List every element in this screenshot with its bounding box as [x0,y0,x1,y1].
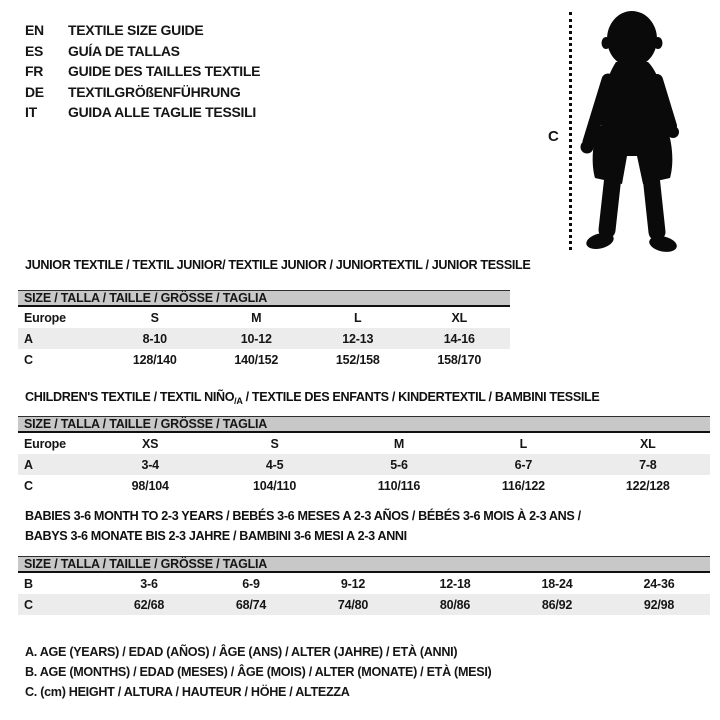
legend-footnotes [25,642,491,702]
table-row-europe [18,307,510,328]
age-cell: 14-16 [443,331,475,346]
size-header-band [18,290,510,307]
lang-row-it [25,102,260,123]
footnote-b: B. AGE (MONTHS) / EDAD (MESES) / ÂGE (MOIS) / ALTER (MONATE) / ETÀ (MESI) [25,665,492,679]
height-cell: 80/86 [439,597,471,612]
age-cell: 6-7 [514,457,533,472]
age-cell: 6-9 [242,576,260,591]
height-cell: 92/98 [643,597,675,612]
age-cell: 9-12 [340,576,366,591]
lang-title: TEXTILE SIZE GUIDE [68,22,204,39]
table-row-europe [18,433,710,454]
lang-code: FR [25,63,44,80]
age-cell: 8-10 [142,331,167,346]
height-cell: 104/110 [253,478,297,493]
size-header-band [18,556,710,573]
height-cell: 68/74 [235,597,267,612]
height-cell: 74/80 [337,597,369,612]
size-header-text: SIZE / TALLA / TAILLE / GRÖSSE / TAGLIA [24,291,268,305]
height-cell: 140/152 [234,352,279,367]
heading-line-1: BABIES 3-6 MONTH TO 2-3 YEARS / BEBÉS 3-6 MESES A 2-3 AÑOS / BÉBÉS 3-6 MOIS À 2-3 ANS / [25,509,581,523]
lang-row-es [25,41,260,62]
row-label: Europe [24,436,66,451]
size-cell: L [354,310,362,325]
height-cell: 110/116 [377,478,421,493]
age-cell: 4-5 [265,457,284,472]
age-cell: 12-18 [439,576,471,591]
table-row-height [18,349,510,370]
age-cell: 5-6 [390,457,408,472]
height-cell: 158/170 [437,352,482,367]
height-cell: 98/104 [131,478,169,493]
lang-row-fr [25,61,260,82]
lang-title: GUÍA DE TALLAS [68,42,180,59]
lang-code: EN [25,22,44,39]
size-cell: S [150,310,159,325]
lang-code: IT [25,104,37,121]
lang-row-en [25,20,260,41]
lang-code: DE [25,83,44,100]
size-cell: M [251,310,262,325]
row-label: A [24,457,33,472]
lang-row-de [25,82,260,103]
height-cell: 152/158 [335,352,380,367]
table-row-age-months [18,573,710,594]
row-label: Europe [24,310,66,325]
age-cell: 10-12 [240,331,272,346]
heading-subscript: /A [234,396,243,406]
age-cell: 18-24 [541,576,573,591]
height-cell: 86/92 [541,597,573,612]
babies-size-table [18,556,710,615]
age-cell: 3-4 [141,457,159,472]
size-header-band [18,416,710,433]
footnote-a: A. AGE (YEARS) / EDAD (AÑOS) / ÂGE (ANS) / ALTER (JAHRE) / ETÀ (ANNI) [25,645,458,659]
lang-title: TEXTILGRÖßENFÜHRUNG [68,83,241,100]
table-row-age [18,454,710,475]
lang-code: ES [25,42,44,59]
age-cell: 3-6 [140,576,158,591]
age-cell: 24-36 [643,576,675,591]
junior-section-heading: JUNIOR TEXTILE / TEXTIL JUNIOR/ TEXTILE JUNIOR / JUNIORTEXTIL / JUNIOR TESSILE [25,258,531,272]
height-measure-dotted-line [569,12,572,250]
table-row-height [18,594,710,615]
babies-section-heading [25,506,581,546]
size-cell: L [519,436,528,451]
language-title-list [25,20,260,123]
row-label: A [24,331,33,346]
size-header-text: SIZE / TALLA / TAILLE / GRÖSSE / TAGLIA [24,417,268,431]
size-cell: XL [640,436,656,451]
height-measure-label: C [548,128,559,145]
lang-title: GUIDE DES TAILLES TEXTILE [68,63,261,80]
size-cell: M [393,436,405,451]
size-cell: S [270,436,279,451]
height-cell: 62/68 [133,597,165,612]
age-cell: 7-8 [639,457,657,472]
row-label: C [24,352,33,367]
height-cell: 116/122 [501,478,545,493]
size-header-text: SIZE / TALLA / TAILLE / GRÖSSE / TAGLIA [24,557,268,571]
row-label: B [24,576,33,591]
heading-text: / TEXTILE DES ENFANTS / KINDERTEXTIL / BAMBINI TESSILE [242,390,600,404]
height-cell: 128/140 [132,352,177,367]
lang-title: GUIDA ALLE TAGLIE TESSILI [68,104,256,121]
row-label: C [24,478,33,493]
toddler-silhouette-icon [578,6,686,252]
size-cell: XL [451,310,468,325]
height-cell: 122/128 [625,478,670,493]
heading-text: CHILDREN'S TEXTILE / TEXTIL NIÑO [25,390,235,404]
row-label: C [24,597,33,612]
table-row-height [18,475,710,496]
junior-size-table [18,290,510,370]
children-section-heading [25,390,599,406]
children-size-table [18,416,710,496]
table-row-age [18,328,510,349]
footnote-c: C. (cm) HEIGHT / ALTURA / HAUTEUR / HÖHE / ALTEZZA [25,685,350,699]
heading-line-2: BABYS 3-6 MONATE BIS 2-3 JAHRE / BAMBINI 3-6 MESI A 2-3 ANNI [25,529,407,543]
size-cell: XS [142,436,159,451]
age-cell: 12-13 [342,331,374,346]
